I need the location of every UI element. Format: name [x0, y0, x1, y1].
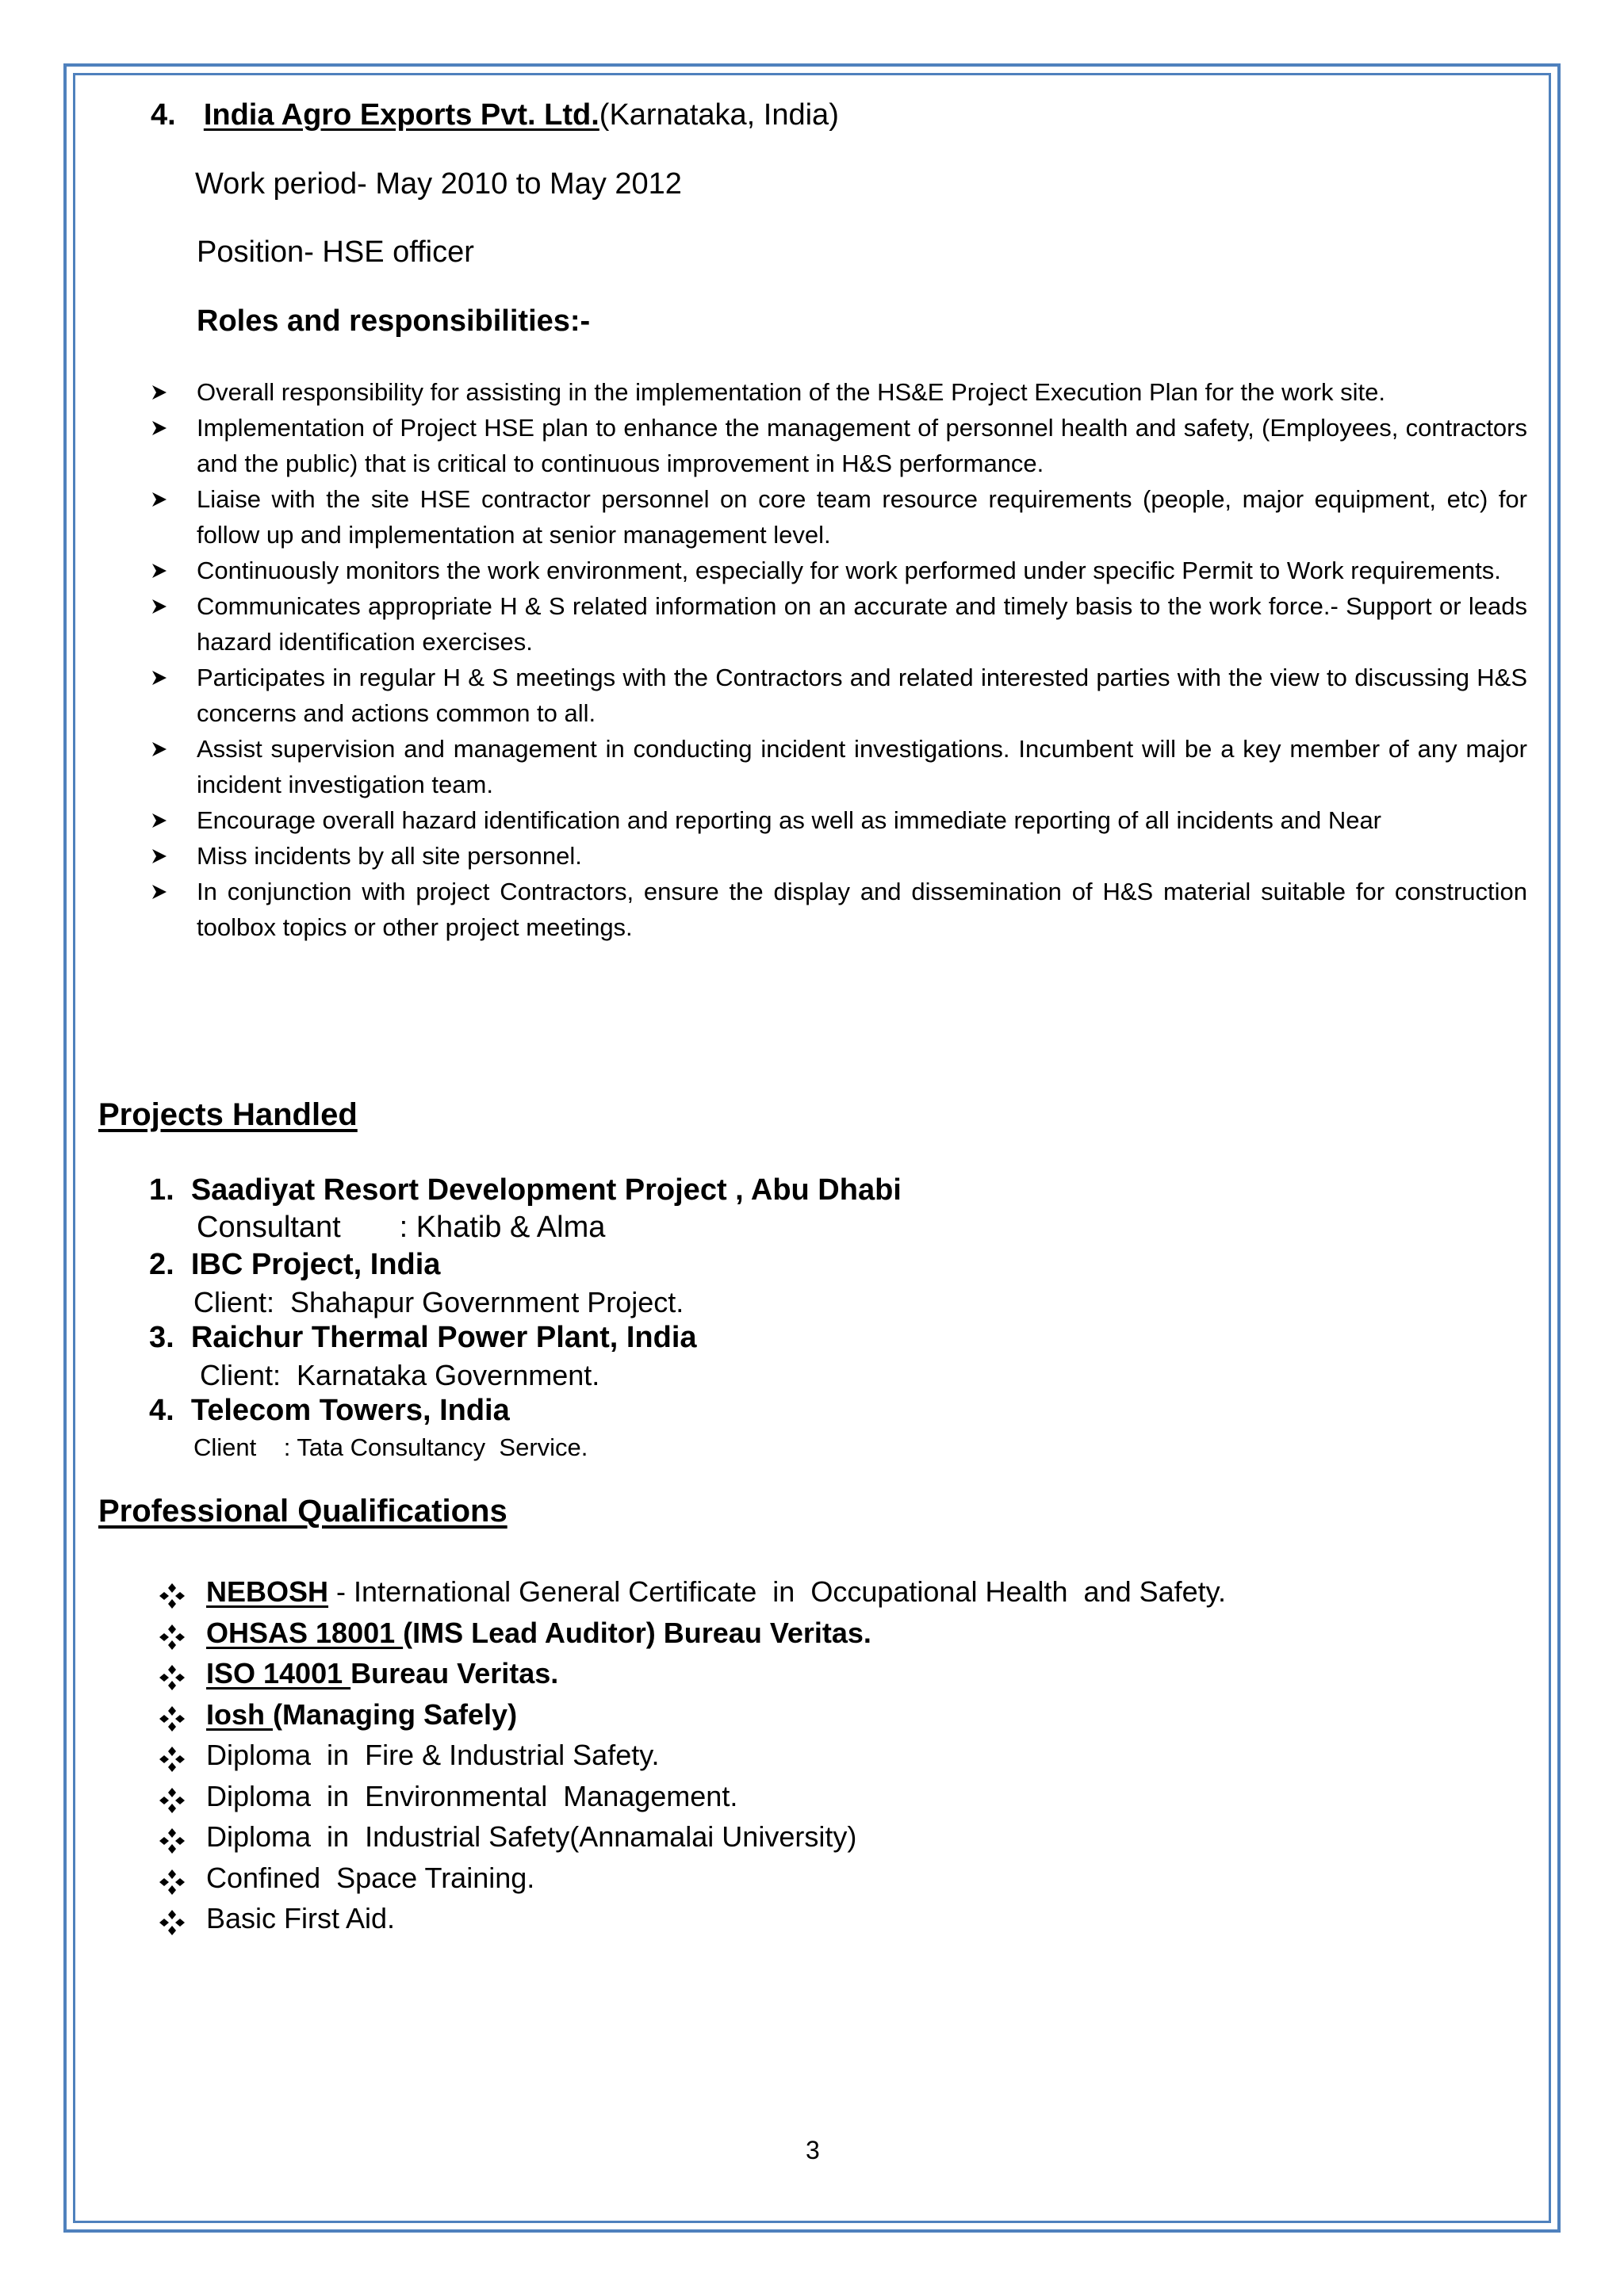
diamond-bullet-icon	[159, 1702, 186, 1729]
qualification-title: NEBOSH	[206, 1575, 329, 1608]
project-title: Saadiyat Resort Development Project , Abu Dhabi	[190, 1173, 902, 1207]
company-location: (Karnataka, India)	[599, 98, 839, 132]
roles-heading: Roles and responsibilities:-	[197, 304, 591, 338]
job-number: 4.	[151, 98, 176, 132]
projects-heading: Projects Handled	[98, 1097, 358, 1132]
responsibility-item	[147, 481, 1527, 553]
project-detail: Client: Shahapur Government Project.	[193, 1286, 684, 1318]
qualification-description: Diploma in Fire & Industrial Safety.	[206, 1739, 660, 1771]
responsibilities-list	[147, 374, 1527, 945]
arrow-bullet-icon	[147, 481, 179, 517]
qualification-description: Bureau Veritas.	[350, 1657, 559, 1689]
diamond-bullet-icon	[159, 1866, 186, 1892]
project-number: 2.	[149, 1248, 174, 1281]
page-number: 3	[806, 2136, 820, 2164]
project-item	[149, 1248, 440, 1282]
qualification-item	[159, 1694, 1226, 1735]
position: Position- HSE officer	[197, 235, 474, 269]
responsibility-item	[147, 731, 1527, 802]
qualification-item	[159, 1776, 1226, 1817]
arrow-bullet-icon	[147, 874, 179, 909]
job-heading	[151, 98, 839, 132]
arrow-bullet-icon	[147, 410, 179, 446]
responsibility-text: Assist supervision and management in conducting incident investigations. Incumbent will be a key member of any major incident investigation team.	[197, 735, 1527, 798]
arrow-bullet-icon	[147, 553, 179, 588]
project-title: Telecom Towers, India	[190, 1394, 510, 1427]
project-item	[149, 1173, 902, 1207]
arrow-bullet-icon	[147, 838, 179, 874]
responsibility-text: Participates in regular H & S meetings with the Contractors and related interested parties with the view to discussing H&S concerns and actions common to all.	[197, 664, 1527, 727]
project-item	[149, 1394, 510, 1428]
responsibility-text: Miss incidents by all site personnel.	[197, 842, 582, 870]
diamond-bullet-icon	[159, 1743, 186, 1770]
qualification-description: Diploma in Environmental Management.	[206, 1779, 738, 1812]
responsibility-item	[147, 374, 1527, 410]
project-number: 3.	[149, 1321, 174, 1354]
responsibility-item	[147, 588, 1527, 660]
work-period: Work period- May 2010 to May 2012	[195, 167, 682, 201]
diamond-bullet-icon	[159, 1784, 186, 1811]
responsibility-item	[147, 874, 1527, 945]
project-title: IBC Project, India	[190, 1248, 441, 1281]
project-detail: Client: Karnataka Government.	[200, 1359, 600, 1391]
qualification-item	[159, 1898, 1226, 1939]
responsibility-text: Implementation of Project HSE plan to enhance the management of personnel health and safety, (Employees, contractors and the public) that is critical to continuous improvement in H&S performance.	[197, 414, 1527, 477]
responsibility-item	[147, 838, 1527, 874]
arrow-bullet-icon	[147, 374, 179, 410]
qualification-item	[159, 1653, 1226, 1694]
arrow-bullet-icon	[147, 660, 179, 695]
project-title: Raichur Thermal Power Plant, India	[190, 1321, 697, 1354]
qualification-item	[159, 1816, 1226, 1858]
qualification-item	[159, 1858, 1226, 1899]
responsibility-text: Liaise with the site HSE contractor personnel on core team resource requirements (people, major equipment, etc) for follow up and implementation at senior management level.	[197, 485, 1527, 549]
qualification-description: - International General Certificate in Occupational Health and Safety.	[328, 1575, 1226, 1608]
qualification-title: ISO 14001	[206, 1657, 351, 1689]
diamond-bullet-icon	[159, 1824, 186, 1851]
qualification-item	[159, 1735, 1226, 1776]
responsibility-item	[147, 660, 1527, 731]
qualification-item	[159, 1613, 1226, 1654]
project-detail: Client : Tata Consultancy Service.	[193, 1433, 588, 1461]
company-name: India Agro Exports Pvt. Ltd.	[203, 98, 599, 132]
project-item	[149, 1321, 697, 1355]
responsibility-item	[147, 553, 1527, 588]
qualification-title: OHSAS 18001	[206, 1616, 404, 1649]
diamond-bullet-icon	[159, 1579, 186, 1606]
responsibility-text: Communicates appropriate H & S related information on an accurate and timely basis to the work force.- Support or leads hazard identification exercises.	[197, 592, 1527, 656]
qualification-description: Diploma in Industrial Safety(Annamalai University)	[206, 1820, 857, 1853]
qualification-description: (IMS Lead Auditor) Bureau Veritas.	[403, 1616, 871, 1649]
diamond-bullet-icon	[159, 1621, 186, 1647]
project-detail: Consultant : Khatib & Alma	[197, 1211, 606, 1244]
qualification-description: (Managing Safely)	[273, 1697, 518, 1731]
qualifications-list	[159, 1571, 1226, 1939]
responsibility-text: Overall responsibility for assisting in the implementation of the HS&E Project Execution Plan for the work site.	[197, 378, 1386, 406]
diamond-bullet-icon	[159, 1906, 186, 1933]
responsibility-text: Continuously monitors the work environment, especially for work performed under specific Permit to Work requirements.	[197, 557, 1501, 584]
qualification-title: Iosh	[206, 1697, 274, 1731]
diamond-bullet-icon	[159, 1661, 186, 1688]
qualification-description: Confined Space Training.	[206, 1861, 535, 1894]
responsibility-item	[147, 410, 1527, 481]
arrow-bullet-icon	[147, 731, 179, 767]
qualification-item	[159, 1571, 1226, 1613]
qualification-description: Basic First Aid.	[206, 1902, 396, 1934]
project-number: 4.	[149, 1394, 174, 1427]
qualifications-heading: Professional Qualifications	[98, 1494, 508, 1529]
arrow-bullet-icon	[147, 588, 179, 624]
responsibility-item	[147, 802, 1527, 838]
responsibility-text: In conjunction with project Contractors, ensure the display and dissemination of H&S material suitable for construction toolbox topics or other project meetings.	[197, 878, 1527, 941]
responsibility-text: Encourage overall hazard identification and reporting as well as immediate reporting of all incidents and Near	[197, 806, 1382, 834]
arrow-bullet-icon	[147, 802, 179, 838]
project-number: 1.	[149, 1173, 174, 1207]
